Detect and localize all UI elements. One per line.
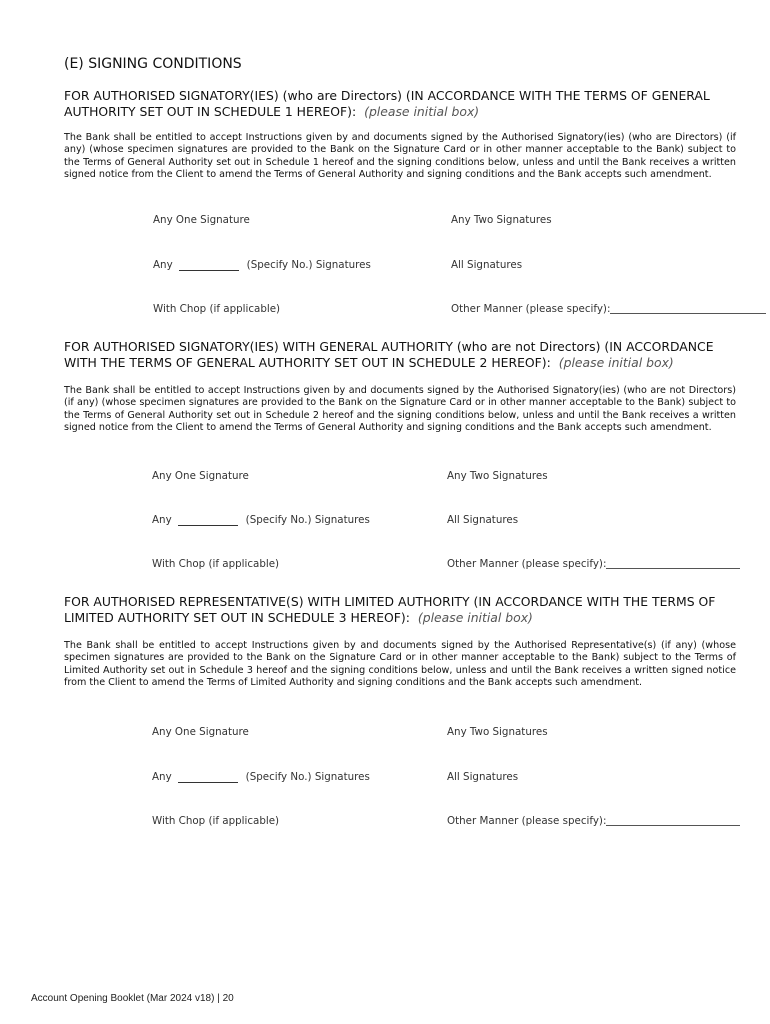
section-limited-authority-heading-block (64, 594, 736, 626)
initial-box-hint: (please initial box) (364, 104, 480, 119)
specify-label: (Specify No.) Signatures (245, 771, 370, 783)
option-with-chop[interactable]: With Chop (if applicable) (152, 815, 280, 827)
option-any-one-signature[interactable]: Any One Signature (152, 470, 249, 482)
initial-box-hint: (please initial box) (417, 610, 533, 625)
option-any-specified-signatures[interactable] (152, 514, 370, 526)
section-directors-heading-block (64, 88, 736, 120)
section-directors-paragraph-block (64, 132, 736, 182)
initial-box-hint: (please initial box) (558, 355, 674, 370)
option-all-signatures[interactable]: All Signatures (451, 259, 523, 271)
any-label: Any (152, 771, 172, 783)
option-with-chop[interactable]: With Chop (if applicable) (152, 558, 280, 570)
option-all-signatures[interactable]: All Signatures (447, 771, 519, 783)
option-any-specified-signatures[interactable] (152, 771, 370, 783)
option-other-manner[interactable] (447, 558, 740, 570)
specify-label: (Specify No.) Signatures (246, 259, 371, 271)
other-manner-field[interactable] (606, 816, 740, 826)
section-general-authority-paragraph-block (64, 385, 736, 435)
section-heading (64, 594, 736, 626)
other-manner-field[interactable] (606, 559, 740, 569)
section-general-authority-heading-block (64, 339, 736, 371)
other-manner-field[interactable] (610, 304, 766, 314)
option-any-specified-signatures[interactable] (153, 259, 371, 271)
option-other-manner[interactable] (447, 815, 740, 827)
section-limited-authority-paragraph-block (64, 640, 736, 690)
option-any-two-signatures[interactable]: Any Two Signatures (451, 214, 552, 226)
section-heading (64, 88, 736, 120)
page-footer: Account Opening Booklet (Mar 2024 v18) | 20 (31, 993, 234, 1004)
option-with-chop[interactable]: With Chop (if applicable) (153, 303, 281, 315)
option-any-one-signature[interactable]: Any One Signature (153, 214, 250, 226)
any-label: Any (152, 514, 172, 526)
option-other-manner[interactable] (451, 303, 766, 315)
specify-label: (Specify No.) Signatures (245, 514, 370, 526)
number-of-signatures-field[interactable] (178, 772, 238, 783)
heading-text: FOR AUTHORISED SIGNATORY(IES) (who are Directors) (IN ACCORDANCE WITH THE TERMS OF GENERAL AUTHORITY SET OUT IN SCHEDULE 1 HEREOF): (64, 88, 710, 119)
section-title: (E) SIGNING CONDITIONS (64, 56, 242, 72)
option-any-two-signatures[interactable]: Any Two Signatures (447, 726, 548, 738)
number-of-signatures-field[interactable] (179, 260, 239, 271)
heading-text: FOR AUTHORISED SIGNATORY(IES) WITH GENERAL AUTHORITY (who are not Directors) (IN ACCORDANCE WITH THE TERMS OF GENERAL AUTHORITY SET OUT IN SCHEDULE 2 HEREOF): (64, 339, 714, 370)
option-any-two-signatures[interactable]: Any Two Signatures (447, 470, 548, 482)
any-label: Any (153, 259, 173, 271)
section-heading (64, 339, 736, 371)
other-manner-label: Other Manner (please specify): (447, 558, 607, 570)
section-paragraph: The Bank shall be entitled to accept Instructions given by and documents signed by the Authorised Representative(s) (if any) (whose specimen signatures are provided to the Bank on the Signature Card or in other manner acceptable to the Bank) subject to the Terms of Limited Authority set out in Schedule 3 hereof and the signing conditions below, unless and until the Bank receives a written signed notice from the Client to amend the Terms of Limited Authority and signing conditions and the Bank accepts such amendment. (64, 640, 736, 689)
other-manner-label: Other Manner (please specify): (447, 815, 607, 827)
number-of-signatures-field[interactable] (178, 515, 238, 526)
option-any-one-signature[interactable]: Any One Signature (152, 726, 249, 738)
section-paragraph: The Bank shall be entitled to accept Instructions given by and documents signed by the Authorised Signatory(ies) (who are not Directors) (if any) (whose specimen signatures are provided to the Bank on the Signature Card or in other manner acceptable to the Bank) subject to the Terms of General Authority set out in Schedule 2 hereof and the signing conditions below, unless and until the Bank receives a written signed notice from the Client to amend the Terms of General Authority and signing conditions and the Bank accepts such amendment. (64, 385, 736, 434)
option-all-signatures[interactable]: All Signatures (447, 514, 519, 526)
other-manner-label: Other Manner (please specify): (451, 303, 611, 315)
section-paragraph: The Bank shall be entitled to accept Instructions given by and documents signed by the Authorised Signatory(ies) (who are Directors) (if any) (whose specimen signatures are provided to the Bank on the Signature Card or in other manner acceptable to the Bank) subject to the Terms of General Authority set out in Schedule 1 hereof and the signing conditions below, unless and until the Bank receives a written signed notice from the Client to amend the Terms of General Authority and signing conditions and the Bank accepts such amendment. (64, 132, 736, 181)
heading-text: FOR AUTHORISED REPRESENTATIVE(S) WITH LIMITED AUTHORITY (IN ACCORDANCE WITH THE TERMS OF LIMITED AUTHORITY SET OUT IN SCHEDULE 3 HEREOF): (64, 594, 716, 625)
